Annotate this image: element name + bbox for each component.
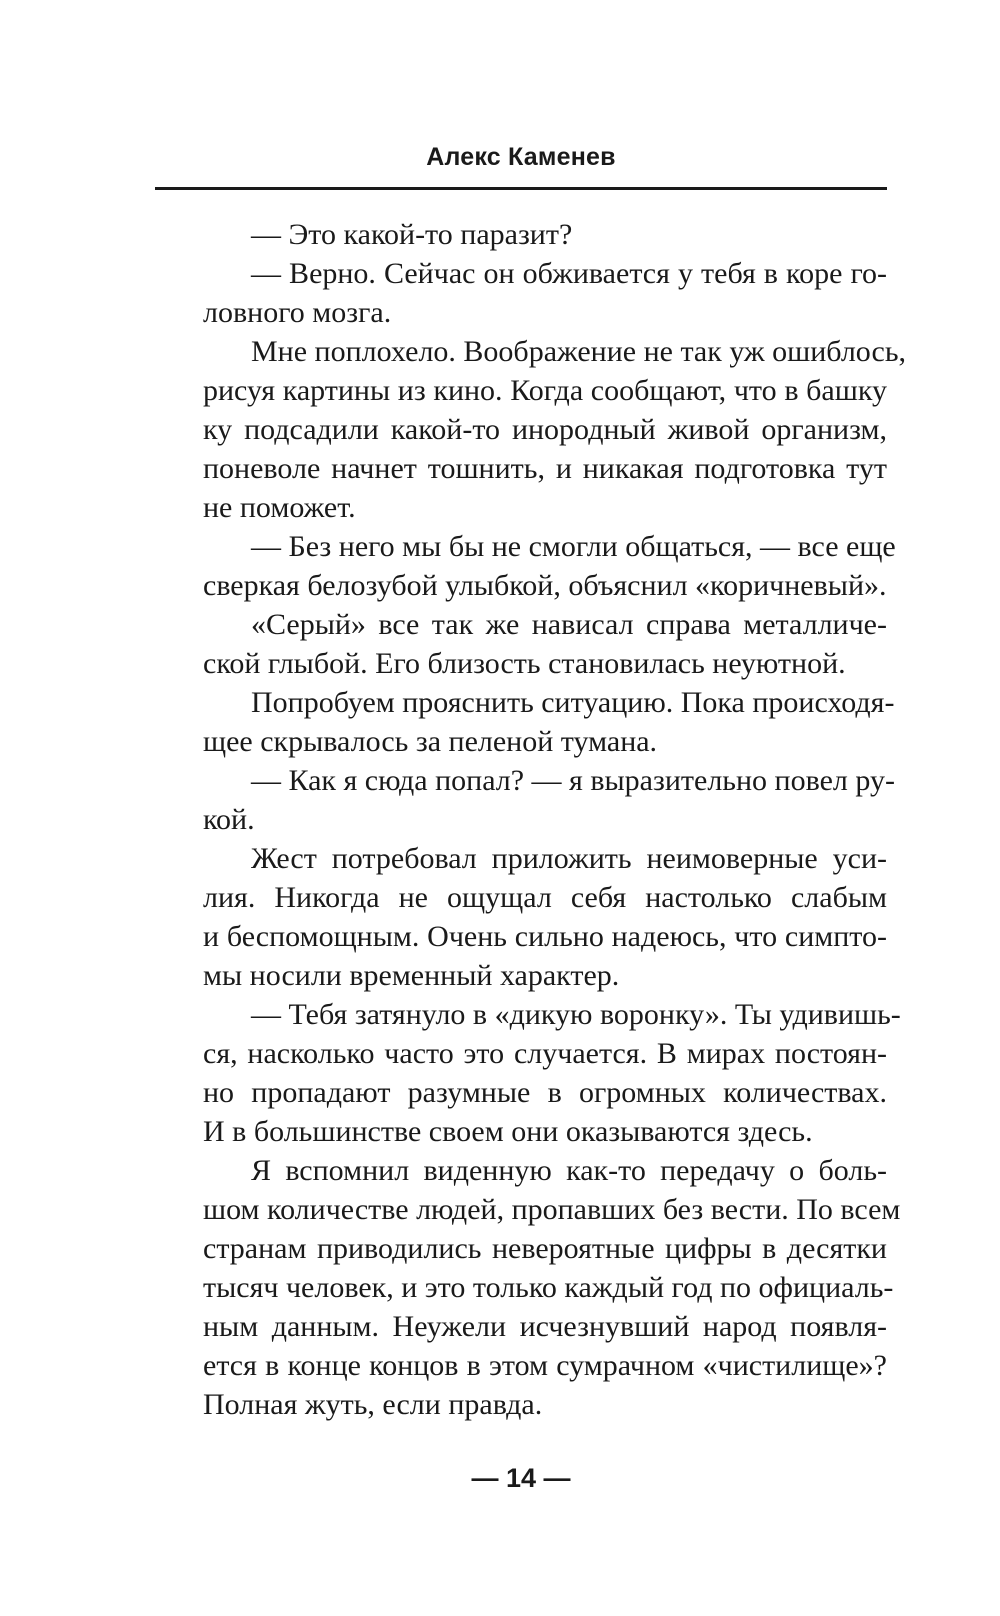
text-line: кой. (203, 803, 255, 836)
text-line: ется в конце концов в этом сумрачном «чистилище»? (203, 1349, 887, 1382)
paragraph (155, 761, 895, 839)
paragraph (155, 605, 887, 683)
text-line: но пропадают разумные в огромных количествах. (203, 1076, 887, 1109)
text-line: Полная жуть, если правда. (203, 1388, 543, 1421)
text-line: «Серый» все так же нависал справа металличе- (251, 608, 887, 641)
text-line: странам приводились невероятные цифры в десятки (203, 1232, 887, 1265)
text-line: и беспомощным. Очень сильно надеюсь, что симпто- (203, 920, 887, 953)
text-body (155, 215, 907, 1424)
text-line: ской глыбой. Его близость становилась неуютной. (203, 647, 846, 680)
paragraph (155, 332, 907, 527)
text-line: щее скрывалось за пеленой тумана. (203, 725, 658, 758)
text-line: — Это какой-то паразит? (251, 218, 573, 251)
text-line: лия. Никогда не ощущал себя настолько слабым (203, 881, 887, 914)
text-line: Я вспомнил виденную как-то передачу о боль- (251, 1154, 887, 1187)
paragraph (155, 527, 896, 605)
text-line: поневоле начнет тошнить, и никакая подготовка тут (203, 452, 887, 485)
text-line: рисуя картины из кино. Когда сообщают, что в башку (203, 374, 887, 407)
text-line: И в большинстве своем они оказываются здесь. (203, 1115, 813, 1148)
text-line: Попробуем прояснить ситуацию. Пока происходя- (251, 686, 895, 719)
text-line: ся, насколько часто это случается. В мирах постоян- (203, 1037, 887, 1070)
paragraph (155, 254, 887, 332)
text-line: ловного мозга. (203, 296, 392, 329)
paragraph (155, 1151, 901, 1424)
text-line: не поможет. (203, 491, 356, 524)
text-line: мы носили временный характер. (203, 959, 620, 992)
page-number: — 14 — (471, 1463, 571, 1493)
text-line: ным данным. Неужели исчезнувший народ появля- (203, 1310, 887, 1343)
paragraph (155, 215, 887, 254)
text-line: — Верно. Сейчас он обживается у тебя в коре го- (251, 257, 887, 290)
text-line: тысяч человек, и это только каждый год по официаль- (203, 1271, 894, 1304)
text-line: ку подсадили какой-то инородный живой организм, (203, 413, 887, 446)
text-line: — Без него мы бы не смогли общаться, — все еще (251, 530, 896, 563)
text-line: — Тебя затянуло в «дикую воронку». Ты удивишь- (251, 998, 901, 1031)
text-line: Жест потребовал приложить неимоверные уси- (251, 842, 887, 875)
paragraph (155, 839, 887, 995)
running-head-author: Алекс Каменев (426, 143, 616, 171)
header-rule (155, 187, 887, 190)
text-line: сверкая белозубой улыбкой, объяснил «коричневый». (203, 569, 887, 602)
text-line: Мне поплохело. Воображение не так уж ошиблось, (251, 335, 907, 368)
text-line: — Как я сюда попал? — я выразительно повел ру- (251, 764, 895, 797)
paragraph (155, 995, 901, 1151)
paragraph (155, 683, 895, 761)
text-line: шом количестве людей, пропавших без вести. По всем (203, 1193, 901, 1226)
